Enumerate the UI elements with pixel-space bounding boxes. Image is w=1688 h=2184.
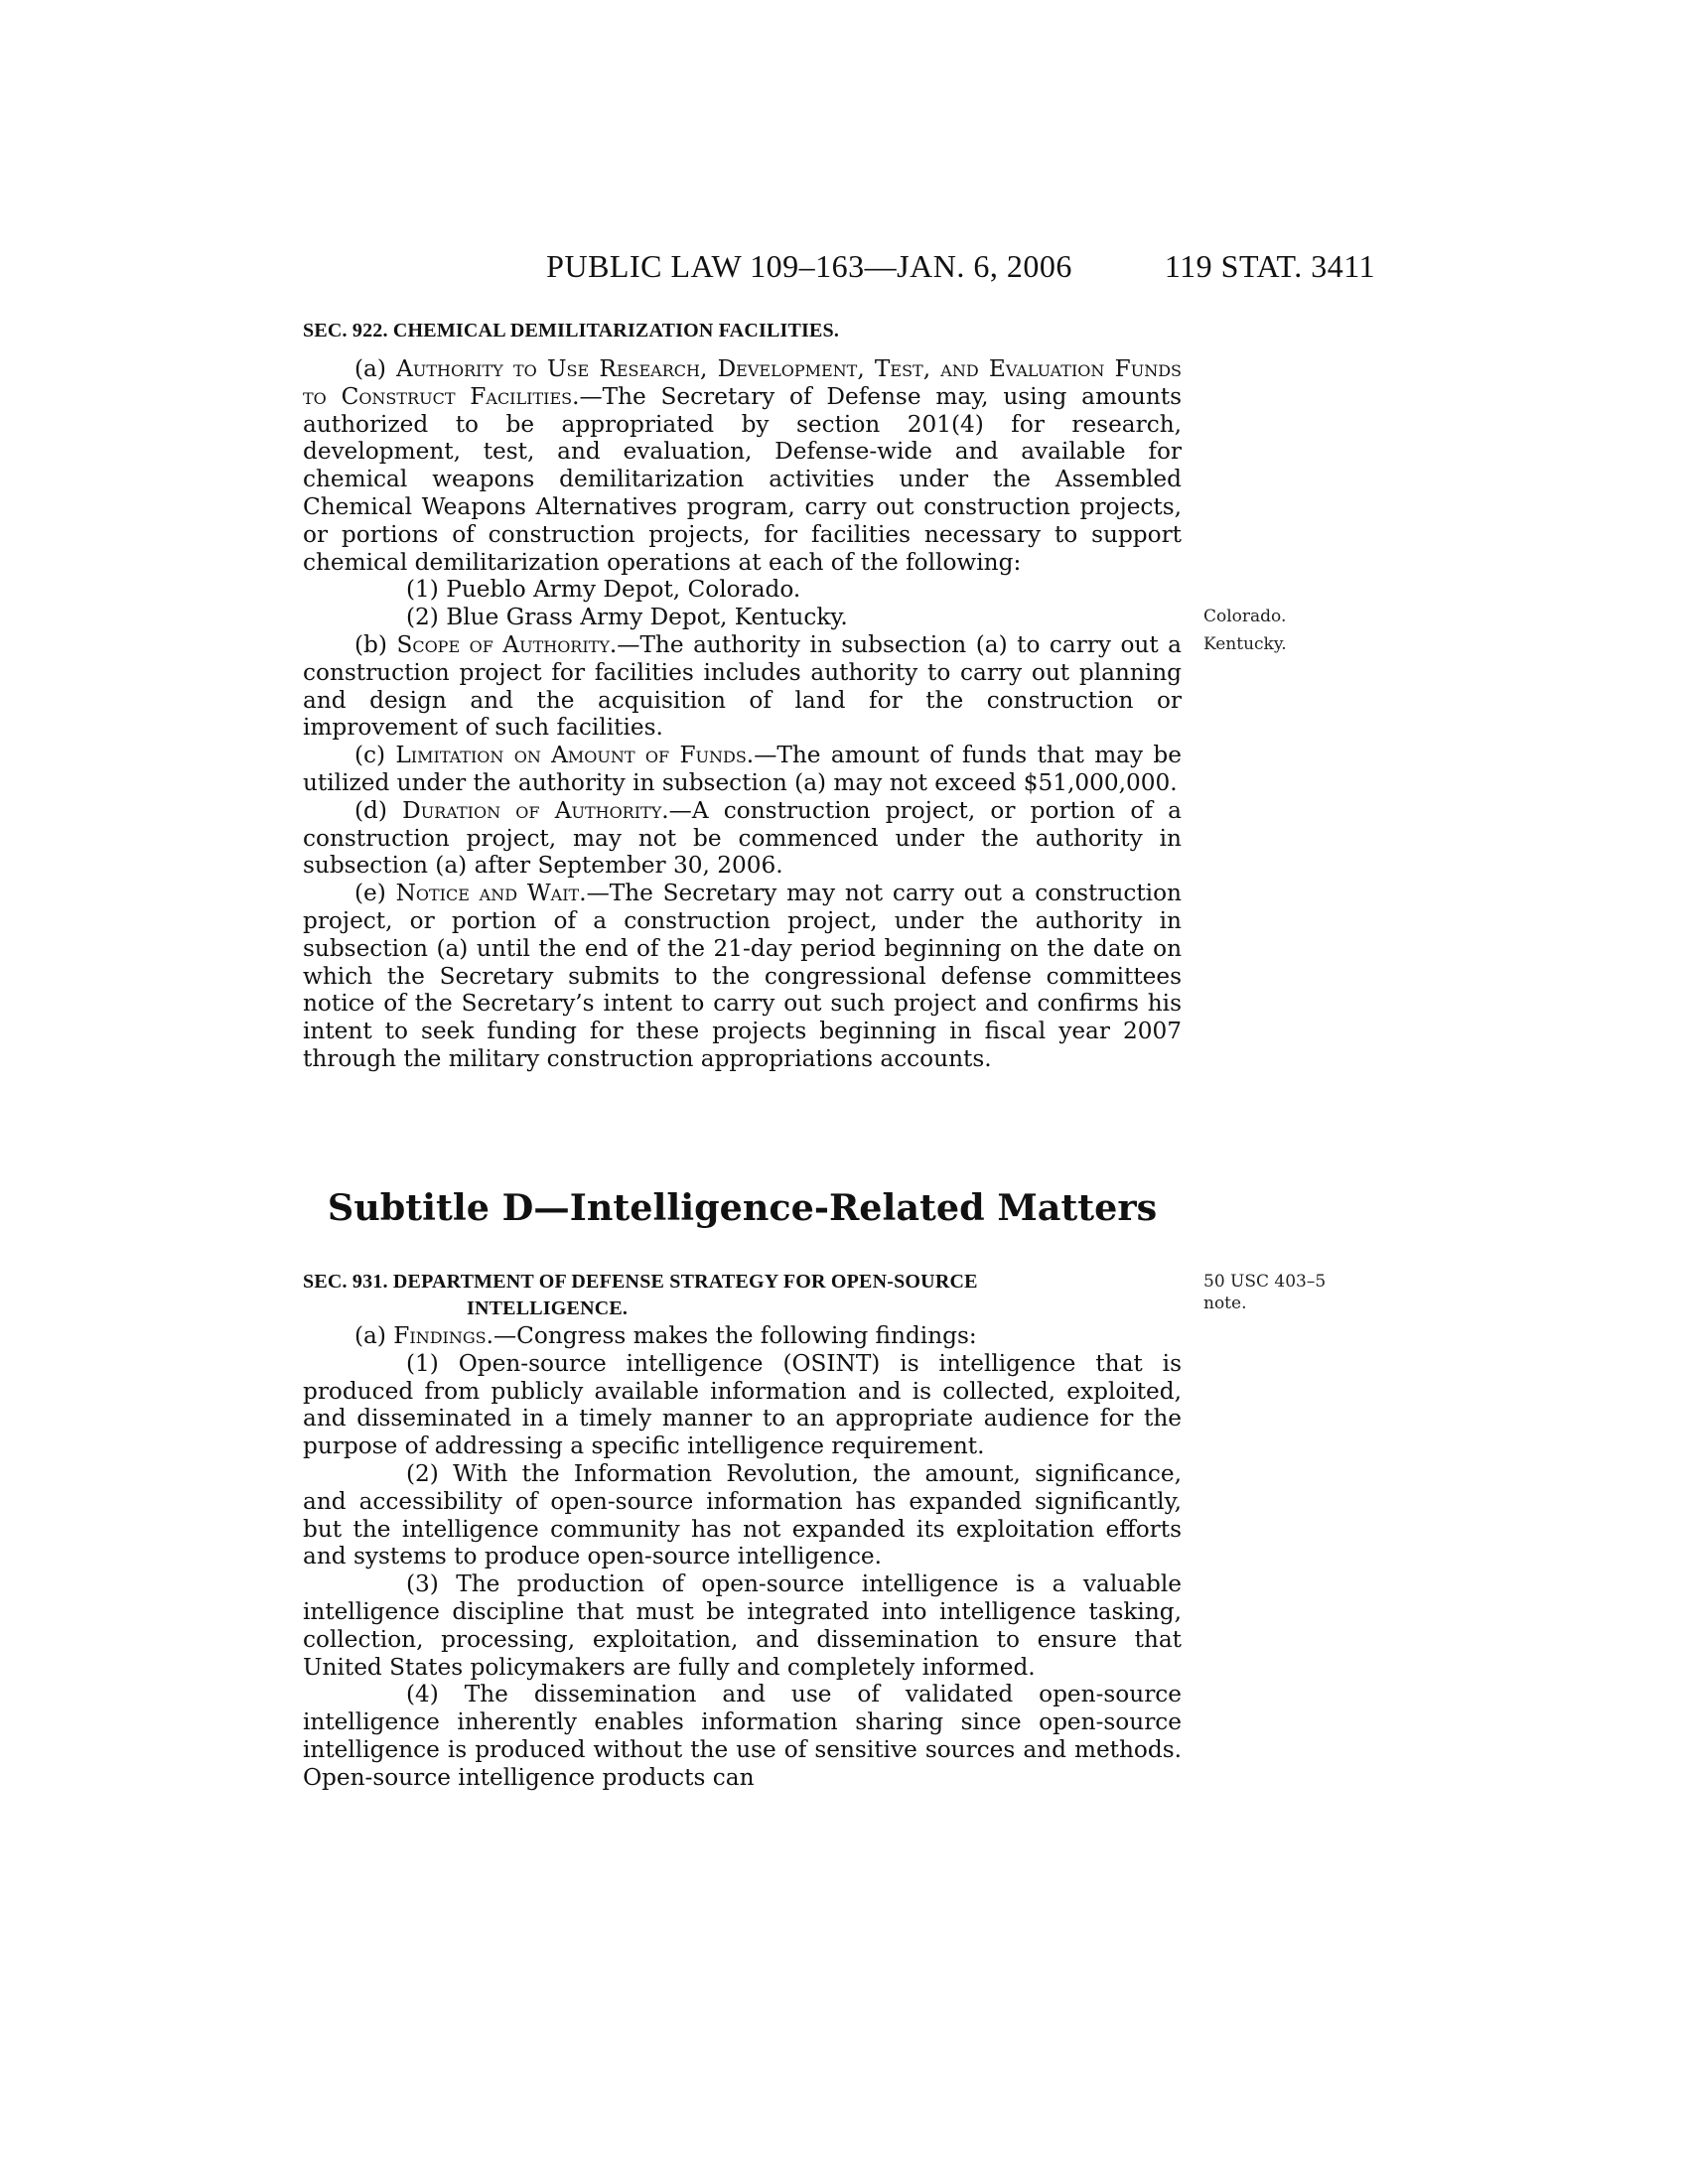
list-item-2: (2) Blue Grass Army Depot, Kentucky. [406, 604, 848, 631]
subsection-e: (e) Notice and Wait.—The Secretary may not carry out a construction project, or portion of a construction project, under the authority in subsection (a) until the end of the 21-day period beginning on the date on which the Secretary submits to the congressional defense committees notice of the Secretary’s intent to carry out such project and confirms his intent to seek funding for these projects beginning in fiscal year 2007 through the military construction appropriations accounts. [303, 880, 1182, 1072]
finding-3: (3) The production of open-source intelligence is a valuable intelligence discipline that must be integrated into intelligence tasking, collection, processing, exploitation, and dissemination to ensure that United States policymakers are fully and completely informed. [303, 1570, 1182, 1681]
subsection-a-caption: Authority to Use Research, Development, Test, and Evaluation Funds to Construct Facilities. [303, 355, 1182, 410]
section-931-heading [303, 1269, 1196, 1322]
subsection-b-caption: Scope of Authority. [396, 630, 618, 658]
stat-page-reference: 119 STAT. 3411 [1164, 248, 1375, 284]
finding-4: (4) The dissemination and use of validated open-source intelligence inherently enables information sharing since open-source intelligence is produced without the use of sensitive sources and methods. Open-source intelligence products can [303, 1681, 1182, 1791]
subtitle-heading: Subtitle D—Intelligence-Related Matters [327, 1186, 1158, 1229]
subsection-a: (a) Authority to Use Research, Development, Test, and Evaluation Funds to Construct Facilities.—The Secretary of Defense may, using amounts authorized to be appropriated by section 201(4) for research, development, test, and evaluation, Defense-wide and available for chemical weapons demilitarization activities under the Assembled Chemical Weapons Alternatives program, carry out construction projects, or portions of construction projects, for facilities necessary to support chemical demilitarization operations at each of the following: [303, 355, 1182, 576]
section-931-heading-line1: SEC. 931. DEPARTMENT OF DEFENSE STRATEGY FOR OPEN-SOURCE [303, 1271, 978, 1293]
findings-caption: Findings. [393, 1322, 493, 1349]
finding-1: (1) Open-source intelligence (OSINT) is intelligence that is produced from publicly available information and is collected, exploited, and disseminated in a timely manner to an appropriate audience for the purpose of addressing a specific intelligence requirement. [303, 1349, 1182, 1460]
margin-note-usc-citation: 50 USC 403–5 note. [1203, 1272, 1327, 1313]
section-931-body [303, 1322, 1182, 1792]
list-item-1: (1) Pueblo Army Depot, Colorado. [406, 576, 801, 604]
subsection-b: (b) Scope of Authority.—The authority in subsection (a) to carry out a construction project for facilities includes authority to carry out planning and design and the acquisition of land for the construction or improvement of such facilities. [303, 630, 1183, 742]
margin-note-colorado: Colorado. [1203, 607, 1287, 626]
subsection-c: (c) Limitation on Amount of Funds.—The amount of funds that may be utilized under the authority in subsection (a) may not exceed $51,000,000. [303, 742, 1182, 796]
section-931-heading-line2: INTELLIGENCE. [467, 1297, 629, 1319]
subsection-d-caption: Duration of Authority. [402, 796, 669, 824]
running-header [303, 248, 1375, 288]
running-title: PUBLIC LAW 109–163—JAN. 6, 2006 [546, 248, 1072, 284]
section-922-heading: SEC. 922. CHEMICAL DEMILITARIZATION FACILITIES. [303, 320, 840, 341]
findings-subsection: (a) Findings.—Congress makes the following findings: [354, 1322, 977, 1349]
margin-note-kentucky: Kentucky. [1203, 634, 1287, 654]
subsection-e-caption: Notice and Wait. [395, 880, 587, 907]
subsection-c-caption: Limitation on Amount of Funds. [395, 742, 755, 769]
finding-2: (2) With the Information Revolution, the amount, significance, and accessibility of open-source information has expanded significantly, but the intelligence community has not expanded its exploitation efforts and systems to produce open-source intelligence. [303, 1459, 1182, 1570]
section-922-body [303, 355, 1182, 1073]
subsection-d: (d) Duration of Authority.—A construction project, or portion of a construction project, may not be commenced under the authority in subsection (a) after September 30, 2006. [303, 796, 1182, 880]
